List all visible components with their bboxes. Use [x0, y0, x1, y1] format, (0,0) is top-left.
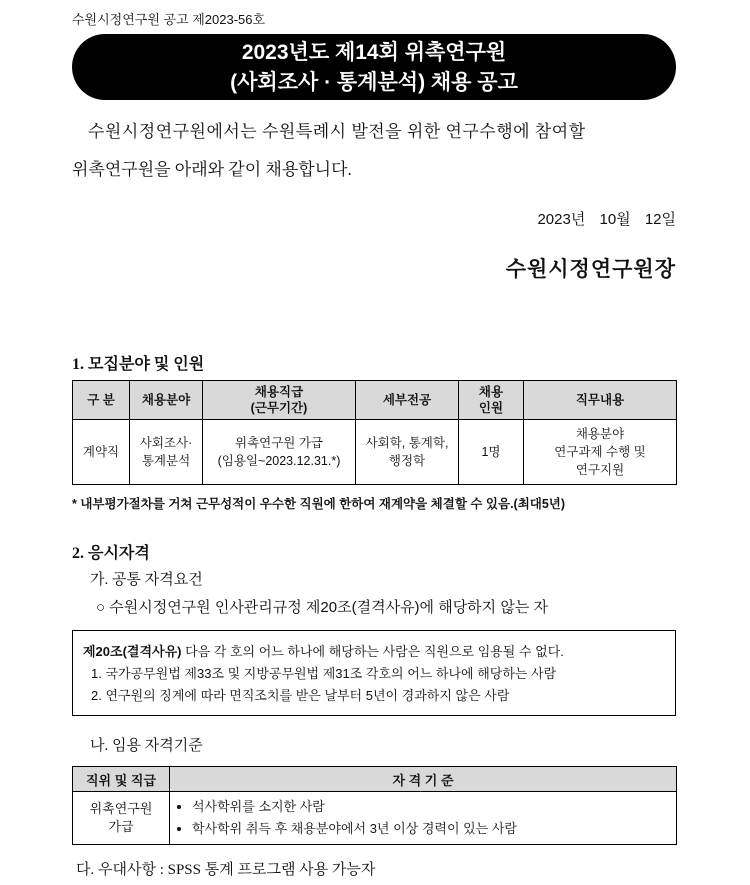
header-duty: 직무내용: [524, 381, 677, 420]
intro-line-2: 위촉연구원을 아래와 같이 채용합니다.: [72, 160, 352, 179]
article20-title: 제20조(결격사유): [83, 644, 182, 659]
cell-type: 계약직: [73, 420, 130, 485]
recruitment-table: [72, 380, 677, 485]
qualification-table: [72, 766, 677, 845]
header-count-l1: 채용: [478, 385, 504, 399]
cell-position-l1: 위촉연구원 가급: [235, 436, 323, 450]
cell-field-l2: 통계분석: [141, 454, 191, 468]
section2-heading: 2. 응시자격: [72, 545, 150, 562]
cell-duty-l3: 연구지원: [575, 463, 625, 477]
cell-count: 1명: [459, 420, 524, 485]
subsection-preference: 다. 우대사항 : SPSS 통계 프로그램 사용 가능자: [76, 862, 376, 878]
cell-field: [130, 420, 203, 485]
intro-paragraph: [72, 113, 682, 189]
header-type: 구 분: [73, 381, 130, 420]
qual-position-l1: 위촉연구원: [89, 801, 153, 816]
article20-box: [72, 630, 676, 716]
article20-item-1: 1. 국가공무원법 제33조 및 지방공무원법 제31조 각호의 어느 하나에 해당하는 사람: [91, 666, 557, 681]
header-criteria: 자 격 기 준: [170, 767, 677, 792]
header-position: [203, 381, 356, 420]
qualification-table-header: [73, 767, 677, 792]
cell-duty-l1: 채용분야: [575, 427, 625, 441]
criteria-item-1: • 석사학위를 소지한 사람: [192, 796, 668, 818]
article20-intro: [83, 641, 665, 663]
subsection-common: 가. 공통 자격요건: [90, 572, 203, 588]
title-banner: [72, 34, 676, 100]
criteria-item-2: • 학사학위 취득 후 채용분야에서 3년 이상 경력이 있는 사람: [192, 818, 668, 840]
common-requirement: ○ 수원시정연구원 인사관리규정 제20조(결격사유)에 해당하지 않는 자: [96, 599, 548, 616]
notice-number: 수원시정연구원 공고 제2023-56호: [72, 12, 266, 27]
qual-position: [73, 792, 170, 845]
header-major: 세부전공: [356, 381, 459, 420]
section1-heading: 1. 모집분야 및 인원: [72, 356, 205, 373]
cell-field-l1: 사회조사·: [139, 436, 193, 450]
criteria-list: [178, 796, 668, 840]
title-line-2: (사회조사 · 통계분석) 채용 공고: [230, 71, 518, 94]
cell-duty: [524, 420, 677, 485]
article20-item-2: 2. 연구원의 징계에 따라 면직조치를 받은 날부터 5년이 경과하지 않은 사람: [91, 688, 510, 703]
header-count-l2: 인원: [478, 401, 504, 415]
header-field: 채용분야: [130, 381, 203, 420]
article20-text: 다음 각 호의 어느 하나에 해당하는 사람은 직원으로 임용될 수 없다.: [181, 644, 564, 659]
cell-position-l2: (임용일~2023.12.31.*): [217, 454, 341, 468]
header-position-grade: 직위 및 직급: [73, 767, 170, 792]
notice-date: 2023년 10월 12일: [537, 211, 676, 228]
header-position-l1: 채용직급: [254, 385, 304, 399]
qual-criteria: [170, 792, 677, 845]
intro-line-1: 수원시정연구원에서는 수원특례시 발전을 위한 연구수행에 참여할: [88, 122, 586, 141]
issuer: 수원시정연구원장: [505, 258, 676, 281]
subsection-qualification: 나. 임용 자격기준: [90, 738, 203, 754]
recruitment-table-header: [73, 381, 677, 420]
cell-major: [356, 420, 459, 485]
header-count: [459, 381, 524, 420]
table-row: [73, 420, 677, 485]
table-footnote: * 내부평가절차를 거쳐 근무성적이 우수한 직원에 한하여 재계약을 체결할 수 있음.(최대5년): [72, 497, 566, 511]
title-line-1: 2023년도 제14회 위촉연구원: [241, 41, 507, 64]
cell-major-l1: 사회학, 통계학,: [365, 436, 449, 450]
qual-position-l2: 가급: [108, 819, 134, 834]
cell-duty-l2: 연구과제 수행 및: [554, 445, 646, 459]
table-row: [73, 792, 677, 845]
cell-position: [203, 420, 356, 485]
header-position-l2: (근무기간): [250, 401, 308, 415]
cell-major-l2: 행정학: [388, 454, 426, 468]
